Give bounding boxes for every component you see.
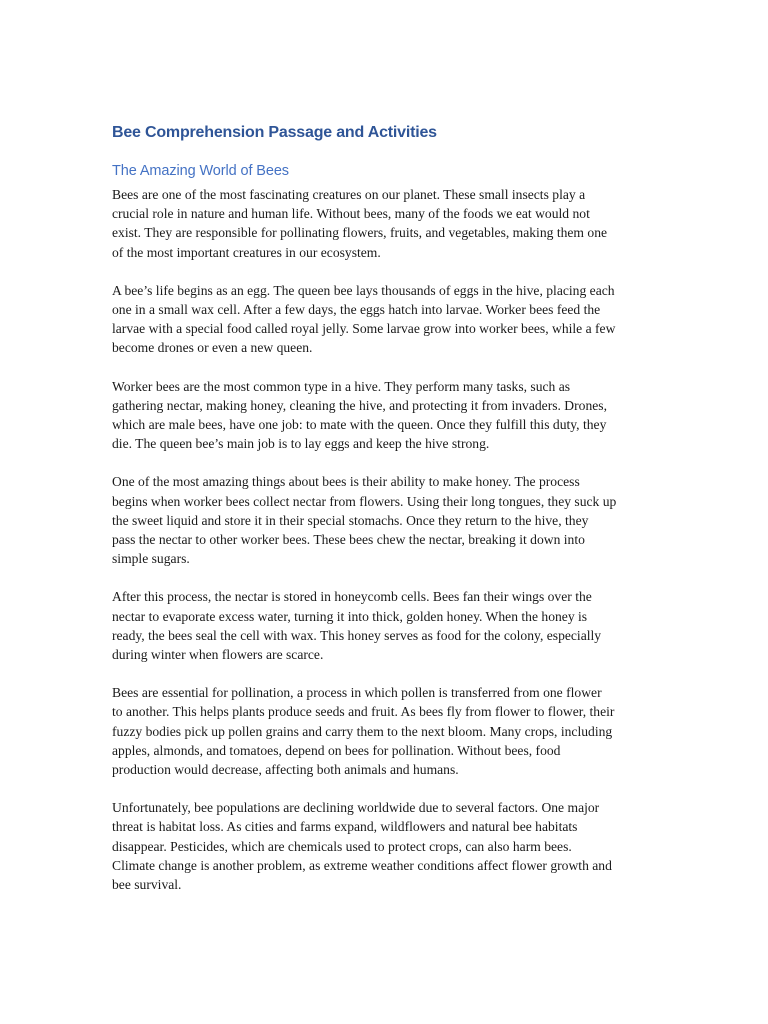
text-line: one in a small wax cell. After a few days, the eggs hatch into larvae. Worker bees feed the	[112, 302, 601, 318]
text-line: larvae with a special food called royal jelly. Some larvae grow into worker bees, while a few	[112, 321, 616, 337]
text-line: to another. This helps plants produce seeds and fruit. As bees fly from flower to flower, their	[112, 704, 615, 720]
passage-body	[112, 185, 660, 913]
text-line: gathering nectar, making honey, cleaning the hive, and protecting it from invaders. Drones,	[112, 397, 607, 413]
paragraph	[112, 683, 660, 779]
text-line: begins when worker bees collect nectar from flowers. Using their long tongues, they suck up	[112, 493, 617, 509]
section-heading: The Amazing World of Bees	[112, 163, 289, 179]
paragraph	[112, 798, 660, 894]
text-line: nectar to evaporate excess water, turning it into thick, golden honey. When the honey is	[112, 608, 588, 624]
text-line: crucial role in nature and human life. Without bees, many of the foods we eat would not	[112, 206, 590, 222]
text-line: ready, the bees seal the cell with wax. This honey serves as food for the colony, especially	[112, 627, 602, 643]
text-line: threat is habitat loss. As cities and farms expand, wildflowers and natural bee habitats	[112, 819, 578, 835]
text-line: disappear. Pesticides, which are chemicals used to protect crops, can also harm bees.	[112, 838, 572, 854]
text-line: pass the nectar to other worker bees. These bees chew the nectar, breaking it down into	[112, 532, 585, 548]
text-line: A bee’s life begins as an egg. The queen bee lays thousands of eggs in the hive, placing each	[112, 282, 615, 298]
paragraph	[112, 281, 660, 358]
document-title: Bee Comprehension Passage and Activities	[112, 124, 437, 141]
text-line: fuzzy bodies pick up pollen grains and carry them to the next bloom. Many crops, including	[112, 723, 613, 739]
text-line: After this process, the nectar is stored in honeycomb cells. Bees fan their wings over the	[112, 589, 592, 605]
text-line: production would decrease, affecting both animals and humans.	[112, 762, 459, 778]
paragraph	[112, 472, 660, 568]
text-line: become drones or even a new queen.	[112, 340, 313, 356]
text-line: during winter when flowers are scarce.	[112, 647, 324, 663]
document-page	[112, 0, 660, 1024]
text-line: exist. They are responsible for pollinating flowers, fruits, and vegetables, making them one	[112, 225, 608, 241]
paragraph	[112, 185, 660, 262]
text-line: Bees are essential for pollination, a process in which pollen is transferred from one flower	[112, 685, 602, 701]
text-line: Worker bees are the most common type in a hive. They perform many tasks, such as	[112, 378, 571, 394]
text-line: die. The queen bee’s main job is to lay eggs and keep the hive strong.	[112, 436, 490, 452]
paragraph	[112, 587, 660, 664]
text-line: Unfortunately, bee populations are declining worldwide due to several factors. One major	[112, 800, 600, 816]
text-line: One of the most amazing things about bees is their ability to make honey. The process	[112, 474, 580, 490]
text-line: the sweet liquid and store it in their special stomachs. Once they return to the hive, they	[112, 512, 589, 528]
text-line: which are male bees, have one job: to mate with the queen. Once they fulfill this duty, they	[112, 417, 607, 433]
text-line: bee survival.	[112, 877, 182, 893]
paragraph	[112, 377, 660, 454]
text-line: Bees are one of the most fascinating creatures on our planet. These small insects play a	[112, 187, 586, 202]
text-line: simple sugars.	[112, 551, 190, 567]
text-line: Climate change is another problem, as extreme weather conditions affect flower growth and	[112, 857, 612, 873]
text-line: of the most important creatures in our ecosystem.	[112, 244, 381, 260]
text-line: apples, almonds, and tomatoes, depend on bees for pollination. Without bees, food	[112, 742, 561, 758]
